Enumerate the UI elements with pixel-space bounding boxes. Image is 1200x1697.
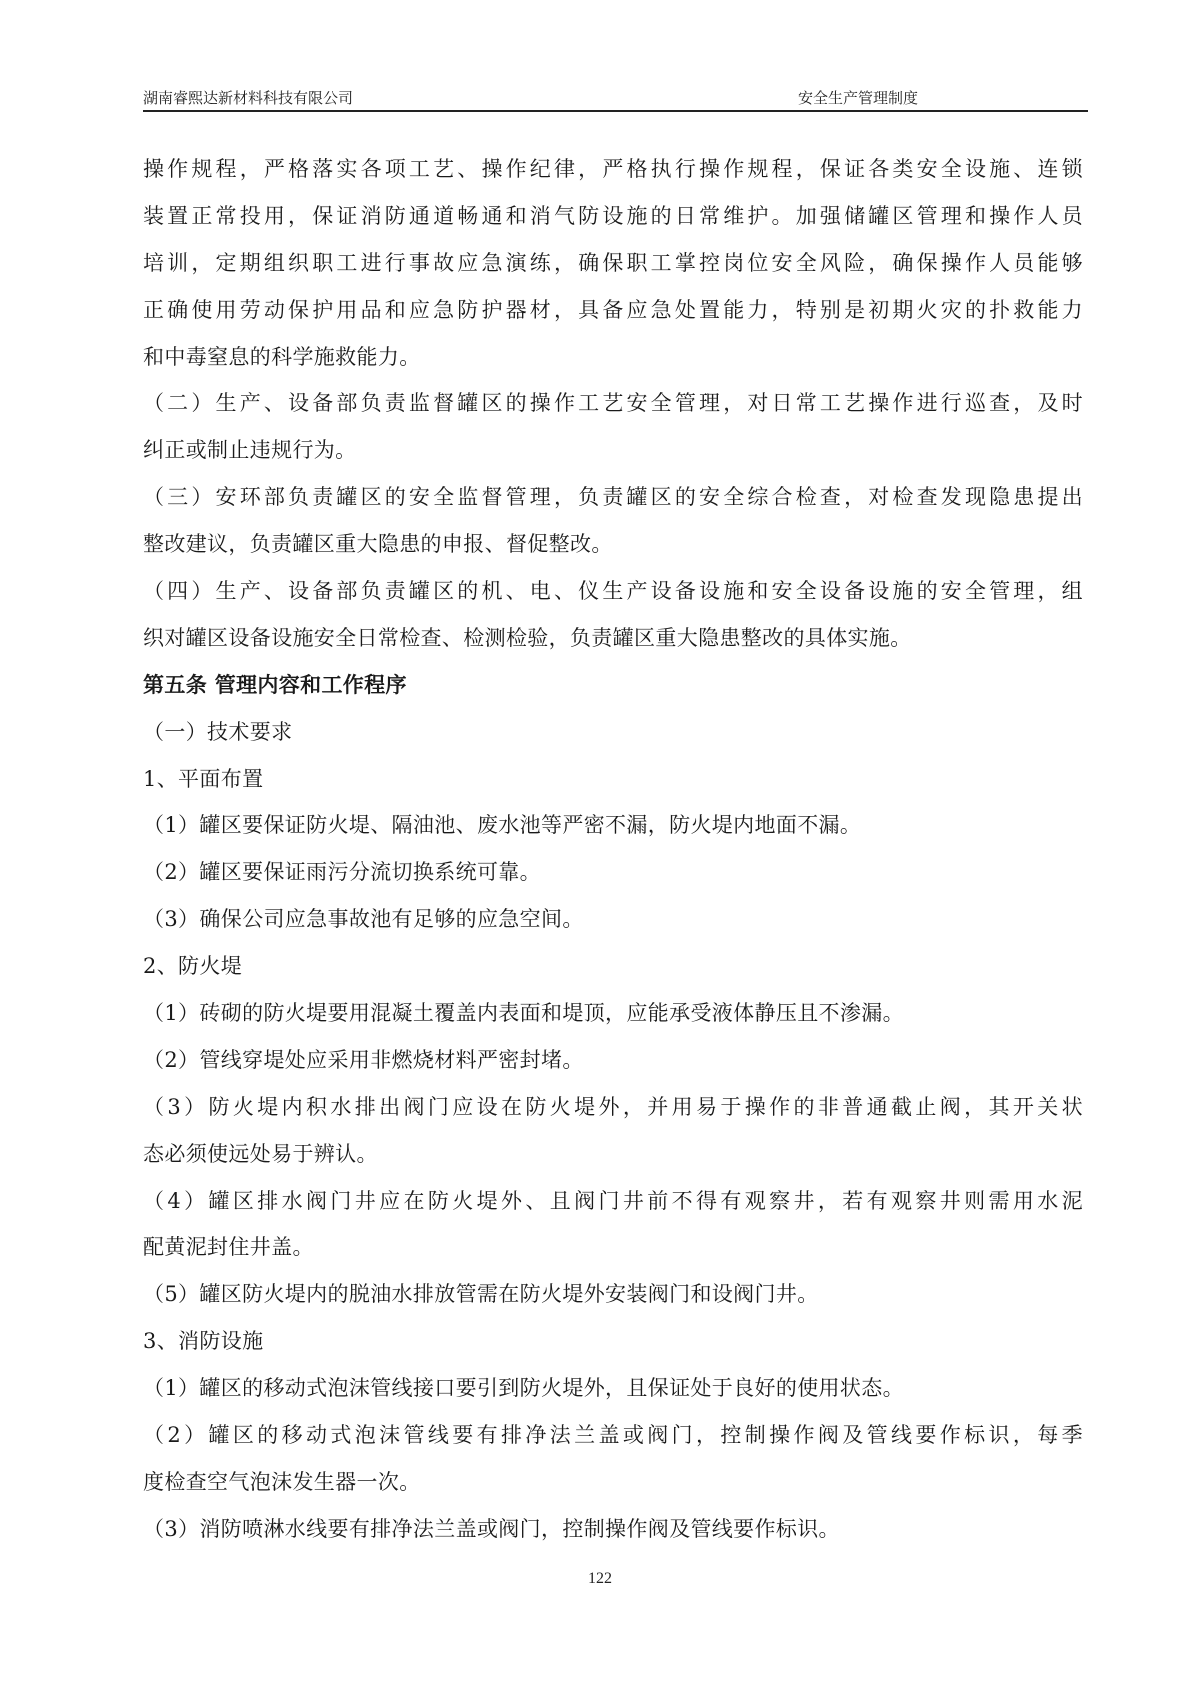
text-line: （三）安环部负责罐区的安全监督管理，负责罐区的安全综合检查，对检查发现隐患提出 (143, 485, 1083, 510)
text-line: 2、防火堤 (143, 954, 243, 979)
text-line: （四）生产、设备部负责罐区的机、电、仪生产设备设施和安全设备设施的安全管理，组 (143, 579, 1083, 604)
text-line: （2）罐区的移动式泡沫管线要有排净法兰盖或阀门，控制操作阀及管线要作标识，每季 (143, 1423, 1083, 1448)
page-number: 122 (588, 1570, 612, 1587)
text-line: （3）防火堤内积水排出阀门应设在防火堤外，并用易于操作的非普通截止阀，其开关状 (143, 1094, 1083, 1119)
section-heading: 第五条 管理内容和工作程序 (143, 672, 407, 697)
text-line: 装置正常投用，保证消防通道畅通和消气防设施的日常维护。加强储罐区管理和操作人员 (143, 203, 1083, 228)
text-line: （2）管线穿堤处应采用非燃烧材料严密封堵。 (143, 1047, 584, 1072)
document-body (143, 146, 1083, 1553)
text-line: 正确使用劳动保护用品和应急防护器材，具备应急处置能力，特别是初期火灾的扑救能力 (143, 297, 1083, 322)
header-divider (143, 110, 1088, 112)
text-line: 3、消防设施 (143, 1329, 264, 1354)
text-line: （3）消防喷淋水线要有排净法兰盖或阀门，控制操作阀及管线要作标识。 (143, 1516, 840, 1541)
text-line: 培训，定期组织职工进行事故应急演练，确保职工掌控岗位安全风险，确保操作人员能够 (143, 250, 1083, 275)
text-line: （一）技术要求 (143, 719, 293, 744)
text-line: （4）罐区排水阀门井应在防火堤外、且阀门井前不得有观察井，若有观察井则需用水泥 (143, 1188, 1083, 1213)
text-line: 和中毒窒息的科学施救能力。 (143, 344, 421, 369)
text-line: 操作规程，严格落实各项工艺、操作纪律，严格执行操作规程，保证各类安全设施、连锁 (143, 157, 1083, 181)
header-document-title: 安全生产管理制度 (798, 89, 919, 107)
text-line: 整改建议，负责罐区重大隐患的申报、督促整改。 (143, 532, 613, 557)
text-line: （3）确保公司应急事故池有足够的应急空间。 (143, 907, 584, 932)
header-company-name: 湖南睿熙达新材料科技有限公司 (143, 89, 354, 107)
text-line: （1）砖砌的防火堤要用混凝土覆盖内表面和堤顶，应能承受液体静压且不渗漏。 (143, 1001, 904, 1026)
text-line: 纠正或制止违规行为。 (143, 438, 357, 463)
text-line: 织对罐区设备设施安全日常检查、检测检验，负责罐区重大隐患整改的具体实施。 (143, 625, 912, 650)
text-line: （5）罐区防火堤内的脱油水排放管需在防火堤外安装阀门和设阀门井。 (143, 1282, 819, 1307)
text-line: （二）生产、设备部负责监督罐区的操作工艺安全管理，对日常工艺操作进行巡查，及时 (143, 391, 1083, 416)
text-line: （1）罐区的移动式泡沫管线接口要引到防火堤外，且保证处于良好的使用状态。 (143, 1376, 904, 1401)
text-line: （1）罐区要保证防火堤、隔油池、废水池等严密不漏，防火堤内地面不漏。 (143, 813, 862, 838)
text-line: 配黄泥封住井盖。 (143, 1235, 314, 1260)
text-line: 度检查空气泡沫发生器一次。 (143, 1469, 421, 1494)
text-line: （2）罐区要保证雨污分流切换系统可靠。 (143, 860, 542, 885)
text-line: 态必须使远处易于辨认。 (143, 1141, 378, 1166)
page-header (143, 84, 1088, 112)
text-line: 1、平面布置 (143, 766, 264, 791)
